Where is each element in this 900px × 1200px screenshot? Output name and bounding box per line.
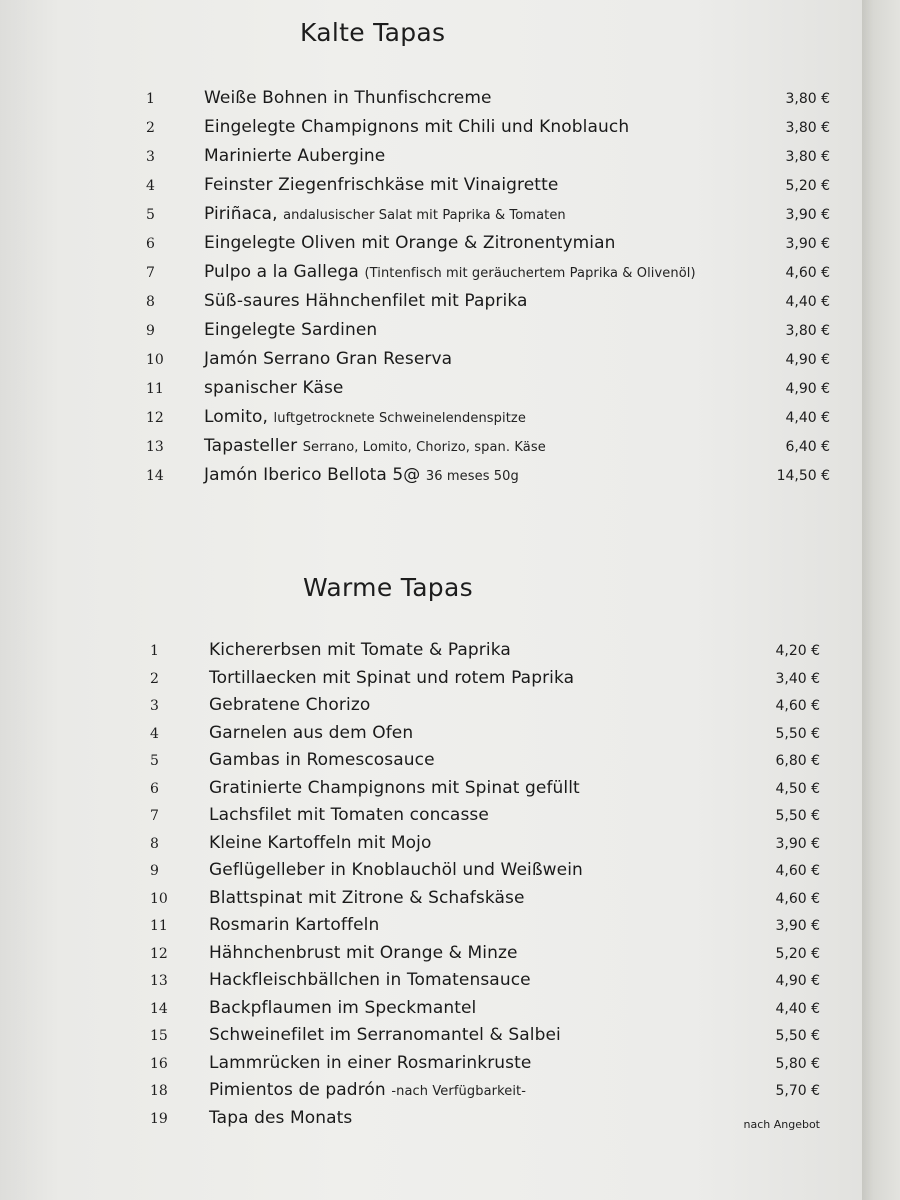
item-name-line (204, 146, 385, 166)
item-number: 9 (146, 323, 155, 339)
item-name-line (204, 262, 696, 282)
item-number: 8 (150, 835, 159, 852)
item-price: 5,70 € (775, 1083, 820, 1099)
item-number: 4 (150, 725, 159, 742)
item-name: Schweinefilet im Serranomantel & Salbei (209, 1025, 561, 1045)
item-price: 4,60 € (775, 698, 820, 714)
item-price: 3,80 € (785, 149, 830, 165)
item-name: Garnelen aus dem Ofen (209, 722, 414, 743)
menu-item (0, 347, 862, 376)
menu-item (0, 115, 862, 144)
item-price: 4,50 € (775, 780, 820, 797)
item-price: 3,80 € (785, 323, 830, 339)
menu-item (0, 721, 862, 749)
menu-item (0, 776, 862, 804)
item-number: 12 (150, 945, 168, 962)
item-price: 4,90 € (785, 381, 830, 397)
item-name-line (209, 943, 518, 963)
item-price: 3,80 € (785, 120, 830, 136)
item-price: 3,40 € (775, 670, 820, 687)
item-price: 4,90 € (775, 973, 820, 989)
menu-item (0, 405, 862, 434)
item-price: 3,80 € (785, 91, 830, 107)
menu-item (0, 1051, 862, 1079)
item-name-line (209, 970, 531, 990)
item-name: Eingelegte Champignons mit Chili und Knoblauch (204, 117, 630, 137)
item-number: 15 (150, 1028, 168, 1044)
menu-item (0, 289, 862, 318)
item-note: (Tintenfisch mit geräuchertem Paprika & Olivenöl) (364, 266, 696, 281)
item-name: Backpflaumen im Speckmantel (209, 997, 477, 1018)
item-name-line (209, 1108, 352, 1128)
item-name: Pulpo a la Gallega (204, 262, 359, 282)
item-name: Pimientos de padrón (209, 1080, 386, 1100)
item-name-line (209, 833, 432, 853)
item-number: 14 (150, 1000, 168, 1017)
item-number: 11 (150, 918, 168, 934)
menu-item (0, 318, 862, 347)
item-number: 6 (146, 236, 155, 252)
item-name-line (204, 204, 566, 224)
menu-item (0, 1078, 862, 1106)
item-name-line (204, 465, 519, 485)
item-name-line (209, 888, 525, 908)
item-number: 12 (146, 410, 164, 426)
item-name: Kichererbsen mit Tomate & Paprika (209, 640, 511, 660)
item-name: Lachsfilet mit Tomaten concasse (209, 805, 489, 825)
page-edge (862, 0, 900, 1200)
item-name: Kleine Kartoffeln mit Mojo (209, 832, 432, 853)
item-price: 4,60 € (775, 890, 820, 907)
item-name-line (209, 723, 413, 743)
item-name: Hähnchenbrust mit Orange & Minze (209, 942, 518, 963)
item-price: 5,80 € (775, 1055, 820, 1072)
item-price: nach Angebot (743, 1117, 820, 1131)
menu-item (0, 434, 862, 463)
item-number: 11 (146, 381, 164, 397)
item-price: 3,90 € (785, 236, 830, 252)
item-name: Jamón Serrano Gran Reserva (204, 349, 453, 369)
item-number: 13 (150, 973, 168, 989)
item-price: 4,40 € (785, 410, 830, 426)
item-name-line (204, 233, 616, 253)
menu-item (0, 831, 862, 859)
item-number: 9 (150, 863, 159, 879)
menu-item (0, 693, 862, 721)
menu-item (0, 913, 862, 941)
item-name: Jamón Iberico Bellota 5@ (204, 465, 421, 485)
item-number: 19 (150, 1110, 168, 1127)
item-note: Serrano, Lomito, Chorizo, span. Käse (302, 440, 546, 455)
item-name: Lomito, (204, 407, 269, 427)
item-number: 5 (146, 207, 155, 223)
item-name-line (209, 778, 580, 798)
item-name-line (209, 998, 476, 1018)
item-number: 8 (146, 294, 155, 310)
menu-item (0, 748, 862, 776)
item-name: Süß-saures Hähnchenfilet mit Paprika (204, 291, 528, 311)
item-price: 4,90 € (785, 352, 830, 368)
item-name-line (209, 860, 583, 880)
menu-item (0, 1023, 862, 1051)
item-price: 5,50 € (775, 808, 820, 824)
menu-item (0, 858, 862, 886)
item-price: 4,60 € (775, 863, 820, 879)
item-number: 3 (150, 698, 159, 714)
item-name-line (204, 291, 528, 311)
item-price: 6,40 € (785, 439, 830, 455)
item-price: 3,90 € (785, 207, 830, 223)
item-name: Gebratene Chorizo (209, 695, 371, 715)
item-number: 10 (150, 890, 168, 907)
item-number: 4 (146, 178, 155, 194)
item-name: Eingelegte Sardinen (204, 320, 378, 340)
warme-tapas-list (0, 638, 862, 1133)
item-name: Marinierte Aubergine (204, 146, 386, 166)
menu-item (0, 996, 862, 1024)
item-price: 3,90 € (775, 918, 820, 934)
item-number: 18 (150, 1083, 168, 1099)
item-price: 6,80 € (775, 753, 820, 769)
section-title-warme-tapas: Warme Tapas (303, 573, 473, 602)
item-name: Tapa des Monats (209, 1107, 353, 1128)
item-price: 4,40 € (775, 1000, 820, 1017)
item-number: 2 (150, 670, 159, 687)
item-name-line (204, 88, 492, 108)
item-name: Gratinierte Champignons mit Spinat gefüllt (209, 777, 580, 798)
item-note: luftgetrocknete Schweinelendenspitze (273, 411, 526, 426)
menu-item (0, 86, 862, 115)
item-name-line (209, 1025, 561, 1045)
item-note: andalusischer Salat mit Paprika & Tomaten (283, 208, 566, 223)
item-name-line (209, 668, 574, 688)
item-name: Tapasteller (204, 436, 298, 456)
item-name-line (209, 1080, 526, 1100)
item-price: 5,20 € (785, 178, 830, 194)
item-price: 5,50 € (775, 1028, 820, 1044)
item-name: Weiße Bohnen in Thunfischcreme (204, 88, 492, 108)
item-name: Geflügelleber in Knoblauchöl und Weißwein (209, 860, 583, 880)
item-price: 14,50 € (776, 468, 830, 484)
item-name-line (209, 750, 435, 770)
section-title-kalte-tapas: Kalte Tapas (300, 18, 446, 47)
item-number: 16 (150, 1055, 168, 1072)
menu-item (0, 968, 862, 996)
item-note: 36 meses 50g (425, 469, 519, 484)
item-number: 6 (150, 780, 159, 797)
item-price: 5,20 € (775, 945, 820, 962)
item-name: Piriñaca, (204, 204, 278, 224)
item-name-line (204, 436, 546, 456)
menu-item (0, 941, 862, 969)
item-name-line (204, 320, 377, 340)
item-name-line (209, 640, 511, 660)
item-name: Hackfleischbällchen in Tomatensauce (209, 970, 531, 990)
menu-item (0, 173, 862, 202)
menu-item (0, 144, 862, 173)
item-number: 2 (146, 120, 155, 136)
item-number: 3 (146, 149, 155, 165)
kalte-tapas-list (0, 86, 862, 492)
item-number: 14 (146, 468, 164, 484)
item-price: 4,60 € (785, 265, 830, 281)
item-number: 7 (150, 808, 159, 824)
item-number: 1 (150, 643, 159, 659)
item-number: 7 (146, 265, 155, 281)
menu-item (0, 886, 862, 914)
item-name-line (204, 117, 629, 137)
item-name: Rosmarin Kartoffeln (209, 915, 380, 935)
menu-item (0, 666, 862, 694)
item-name: spanischer Käse (204, 378, 344, 398)
item-name: Lammrücken in einer Rosmarinkruste (209, 1052, 532, 1073)
item-note: -nach Verfügbarkeit- (391, 1084, 527, 1099)
item-name-line (209, 1053, 531, 1073)
menu-item (0, 202, 862, 231)
item-price: 5,50 € (775, 725, 820, 742)
item-name-line (209, 915, 379, 935)
item-number: 13 (146, 439, 164, 455)
item-name: Blattspinat mit Zitrone & Schafskäse (209, 887, 525, 908)
menu-item (0, 638, 862, 666)
item-name-line (204, 378, 343, 398)
item-name: Feinster Ziegenfrischkäse mit Vinaigrette (204, 175, 559, 195)
item-name: Gambas in Romescosauce (209, 750, 435, 770)
menu-item (0, 260, 862, 289)
item-name: Tortillaecken mit Spinat und rotem Paprika (209, 667, 575, 688)
item-number: 1 (146, 91, 155, 107)
menu-item (0, 376, 862, 405)
menu-item (0, 803, 862, 831)
item-name-line (204, 175, 558, 195)
item-number: 10 (146, 352, 164, 368)
item-name-line (204, 349, 452, 369)
item-name: Eingelegte Oliven mit Orange & Zitronentymian (204, 233, 616, 253)
menu-item (0, 1106, 862, 1134)
menu-item (0, 463, 862, 492)
item-price: 4,20 € (775, 643, 820, 659)
item-name-line (209, 805, 489, 825)
item-price: 4,40 € (785, 294, 830, 310)
item-name-line (209, 695, 370, 715)
menu-item (0, 231, 862, 260)
item-price: 3,90 € (775, 835, 820, 852)
item-number: 5 (150, 753, 159, 769)
item-name-line (204, 407, 526, 427)
